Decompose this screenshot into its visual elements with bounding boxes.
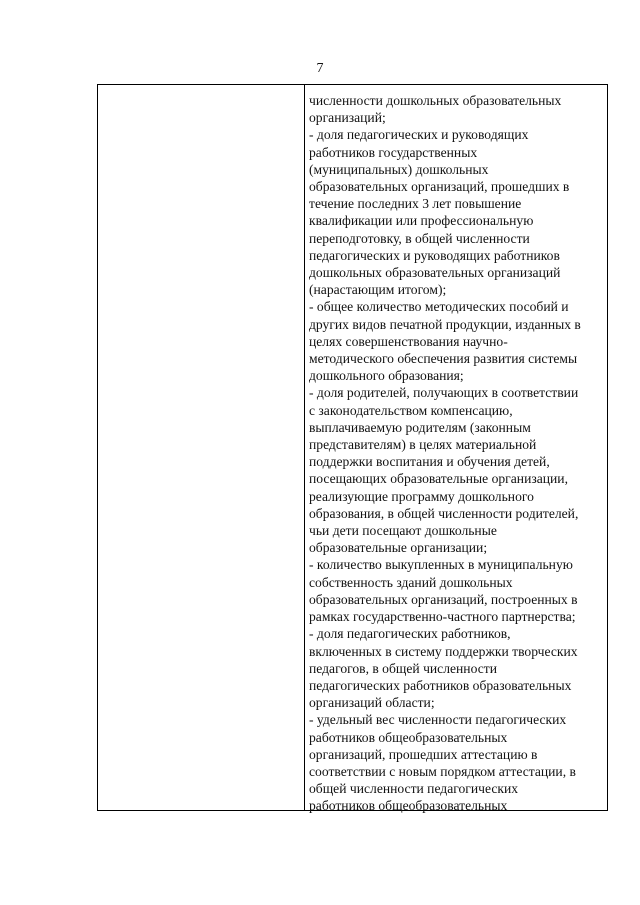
text-line: дошкольных образовательных организаций <box>309 265 561 281</box>
text-line: включенных в систему поддержки творческих <box>309 643 578 659</box>
text-line: педагогов, в общей численности <box>309 660 497 676</box>
text-line: образовательных организаций, построенных в <box>309 591 578 607</box>
text-line: организаций; <box>309 110 386 126</box>
text-line: течение последних 3 лет повышение <box>309 196 522 212</box>
table-right-cell <box>305 85 607 814</box>
text-line: рамках государственно-частного партнерства; <box>309 609 576 625</box>
text-line: работников общеобразовательных <box>309 798 508 814</box>
document-table <box>97 84 608 814</box>
text-line: работников государственных <box>309 144 478 160</box>
text-line: представителям) в целях материальной <box>309 437 537 453</box>
text-line: - доля педагогических работников, <box>309 626 511 642</box>
text-line: общей численности педагогических <box>309 781 519 797</box>
text-line: переподготовку, в общей численности <box>309 230 530 246</box>
text-line: методического обеспечения развития системы <box>309 351 578 367</box>
text-line: образования, в общей численности родителей, <box>309 505 579 521</box>
text-line: (нарастающим итогом); <box>309 282 447 298</box>
text-line: реализующие программу дошкольного <box>309 488 534 504</box>
text-line: дошкольного образования; <box>309 368 464 384</box>
text-line: численности дошкольных образовательных <box>309 93 562 108</box>
text-line: работников общеобразовательных <box>309 729 508 745</box>
text-line: выплачиваемую родителям (законным <box>309 419 531 435</box>
text-line: - удельный вес численности педагогических <box>309 712 567 728</box>
page-number: 7 <box>316 61 324 76</box>
text-line: педагогических и руководящих работников <box>309 247 560 263</box>
table-left-cell <box>98 85 305 810</box>
text-line: с законодательством компенсацию, <box>309 402 513 418</box>
text-line: образовательных организаций, прошедших в <box>309 179 570 195</box>
text-line: целях совершенствования научно- <box>309 333 508 349</box>
text-line: - общее количество методических пособий и <box>309 299 569 315</box>
text-line: - доля педагогических и руководящих <box>309 127 529 143</box>
text-line: организаций области; <box>309 695 435 711</box>
text-line: образовательные организации; <box>309 540 488 556</box>
text-line: чьи дети посещают дошкольные <box>309 523 497 539</box>
text-line: посещающих образовательные организации, <box>309 471 568 487</box>
text-line: организаций, прошедших аттестацию в <box>309 746 538 762</box>
text-line: собственность зданий дошкольных <box>309 574 513 590</box>
text-line: - количество выкупленных в муниципальную <box>309 557 573 573</box>
text-line: педагогических работников образовательных <box>309 677 572 693</box>
text-line: поддержки воспитания и обучения детей, <box>309 454 550 470</box>
text-line: квалификации или профессиональную <box>309 213 534 229</box>
text-line: (муниципальных) дошкольных <box>309 161 489 177</box>
text-line: других видов печатной продукции, изданных в <box>309 316 581 332</box>
text-line: соответствии с новым порядком аттестации, в <box>309 763 576 779</box>
text-line: - доля родителей, получающих в соответствии <box>309 385 579 401</box>
